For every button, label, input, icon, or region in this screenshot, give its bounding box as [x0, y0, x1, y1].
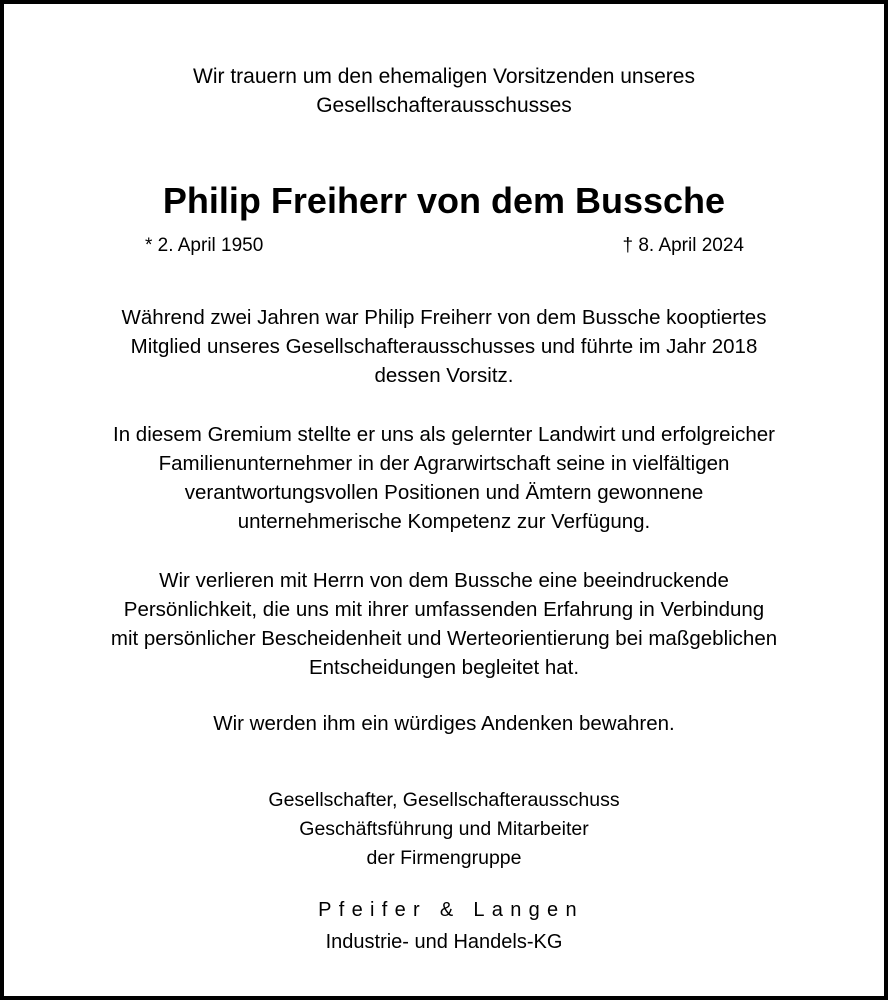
signatory-line: Geschäftsführung und Mitarbeiter — [299, 818, 589, 840]
paragraph-line: verantwortungsvollen Positionen und Ämtern gewonnene — [184, 481, 704, 504]
paragraph-line: Während zwei Jahren war Philip Freiherr von dem Bussche kooptiertes — [121, 306, 767, 329]
company-subtitle: Industrie- und Handels-KG — [325, 931, 563, 953]
paragraph-competence — [4, 420, 884, 536]
paragraph-line: Persönlichkeit, die uns mit ihrer umfassenden Erfahrung in Verbindung — [123, 598, 765, 621]
death-date: † 8. April 2024 — [622, 235, 744, 256]
signatory-line: Gesellschafter, Gesellschafterausschuss — [268, 789, 620, 811]
paragraph-line: In diesem Gremium stellte er uns als gelernter Landwirt und erfolgreicher — [113, 423, 775, 446]
company-name: Pfeifer & Langen — [318, 899, 584, 921]
paragraph-line: Mitglied unseres Gesellschafterausschusses und führte im Jahr 2018 — [130, 335, 758, 358]
intro-line: Wir trauern um den ehemaligen Vorsitzenden unseres — [193, 65, 695, 88]
paragraph-line: Familienunternehmer in der Agrarwirtschaft seine in vielfältigen — [158, 452, 730, 475]
birth-date: * 2. April 1950 — [145, 235, 264, 256]
signatory-line: der Firmengruppe — [366, 847, 522, 869]
paragraph-personality — [4, 566, 884, 682]
signatories — [4, 786, 884, 873]
paragraph-line: Entscheidungen begleitet hat. — [308, 656, 580, 679]
paragraph-line: Wir werden ihm ein würdiges Andenken bewahren. — [213, 712, 675, 735]
intro-text — [4, 62, 884, 120]
paragraph-line: mit persönlicher Bescheidenheit und Werteorientierung bei maßgeblichen — [110, 627, 778, 650]
paragraph-line: unternehmerische Kompetenz zur Verfügung. — [237, 510, 651, 533]
paragraph-tenure — [4, 303, 884, 390]
paragraph-line: dessen Vorsitz. — [374, 364, 514, 387]
paragraph-line: Wir verlieren mit Herrn von dem Bussche eine beeindruckende — [159, 569, 729, 592]
paragraph-remembrance — [4, 709, 884, 738]
intro-line: Gesellschafterausschusses — [316, 94, 572, 117]
deceased-name: Philip Freiherr von dem Bussche — [162, 180, 726, 221]
